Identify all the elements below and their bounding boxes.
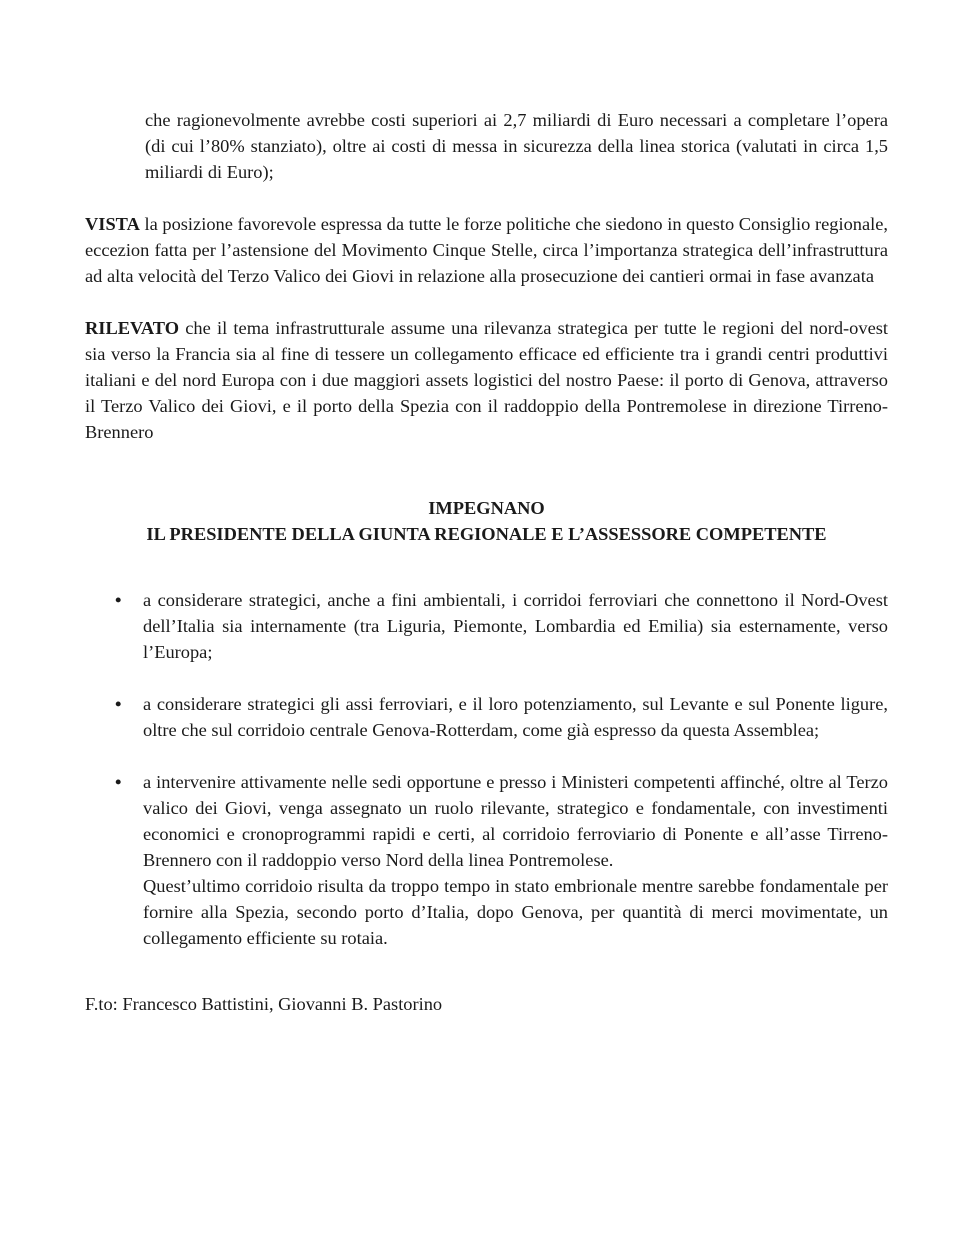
list-item [85,691,888,743]
vista-keyword: VISTA [85,214,140,234]
list-item-continuation-text: Quest’ultimo corridoio risulta da troppo tempo in stato embrionale mentre sarebbe fondamentale per fornire alla Spezia, secondo porto d’Italia, dopo Genova, per quantità di merci movimentate, un collegamento efficiente su rotaia. [143,876,888,948]
commitments-list [85,587,888,951]
list-item-text: a considerare strategici gli assi ferroviari, e il loro potenziamento, sul Levante e sul Ponente ligure, oltre che sul corridoio centrale Genova-Rotterdam, come già espresso da questa Assemblea; [143,694,888,740]
document-content [85,0,888,1017]
paragraph-opening-clause [145,107,888,185]
resolution-heading [85,495,888,547]
rilevato-keyword: RILEVATO [85,318,180,338]
heading-impegnano: IMPEGNANO [428,498,545,518]
list-item [85,587,888,665]
bullet-icon: • [115,772,122,792]
list-item-text: a intervenire attivamente nelle sedi opportune e presso i Ministeri competenti affinché, oltre al Terzo valico dei Giovi, venga assegnato un ruolo rilevante, strategico e fondamentale, con investimenti economici e cronoprogrammi rapidi e certi, al corridoio ferroviario di Ponente e all’asse Tirreno-Brennero con il raddoppio verso Nord della linea Pontremolese. [143,772,888,870]
bullet-icon: • [115,694,122,714]
signature-line: F.to: Francesco Battistini, Giovanni B. Pastorino [85,994,443,1014]
opening-clause-text: che ragionevolmente avrebbe costi superiori ai 2,7 miliardi di Euro necessari a completare l’opera (di cui l’80% stanziato), oltre ai costi di messa in sicurezza della linea storica (valutati in circa 1,5 miliardi di Euro); [145,110,888,182]
list-item-text: a considerare strategici, anche a fini ambientali, i corridoi ferroviari che connettono il Nord-Ovest dell’Italia sia internamente (tra Liguria, Piemonte, Lombardia ed Emilia) sia esternamente, verso l’Europa; [143,590,888,662]
paragraph-rilevato [85,315,888,445]
paragraph-vista [85,211,888,289]
bullet-icon: • [115,590,122,610]
heading-presidente: IL PRESIDENTE DELLA GIUNTA REGIONALE E L’ASSESSORE COMPETENTE [146,524,827,544]
vista-body-text: la posizione favorevole espressa da tutte le forze politiche che siedono in questo Consiglio regionale, eccezion fatta per l’astensione del Movimento Cinque Stelle, circa l’importanza strategica dell’infrastruttura ad alta velocità del Terzo Valico dei Giovi in relazione alla prosecuzione dei cantieri ormai in fase avanzata [85,214,888,286]
list-item [85,769,888,951]
rilevato-body-text: che il tema infrastrutturale assume una rilevanza strategica per tutte le regioni del nord-ovest sia verso la Francia sia al fine di tessere un collegamento efficace ed efficiente tra i grandi centri produttivi italiani e del nord Europa con i due maggiori assets logistici del nostro Paese: il porto di Genova, attraverso il Terzo Valico dei Giovi, e il porto della Spezia con il raddoppio della Pontremolese in direzione Tirreno-Brennero [85,318,888,442]
